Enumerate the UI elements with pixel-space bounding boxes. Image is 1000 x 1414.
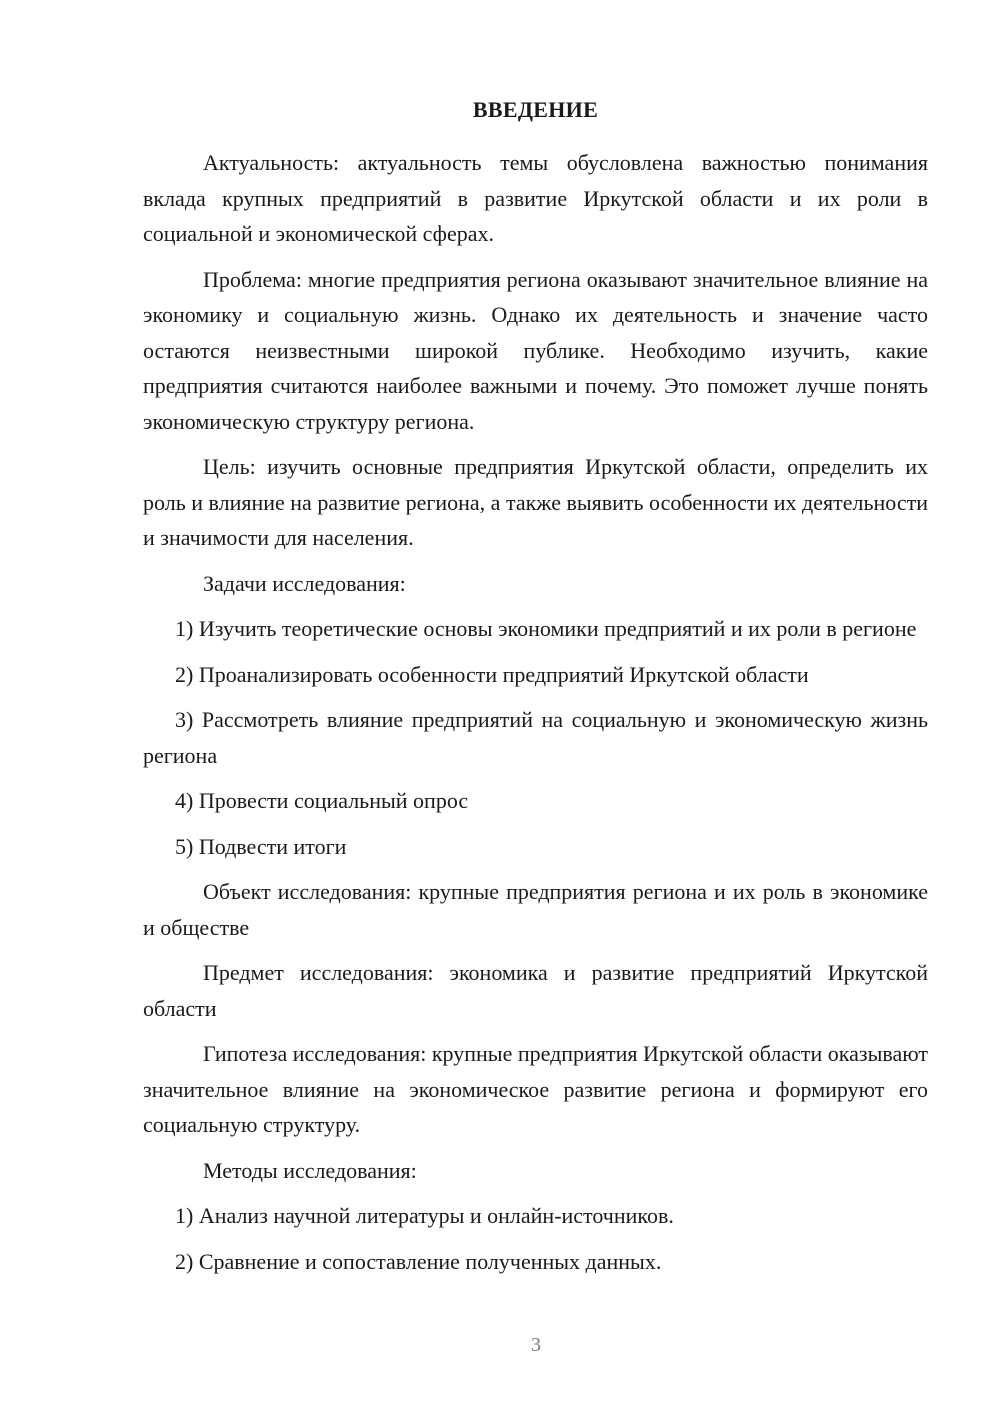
- methods-label: Методы исследования:: [203, 1157, 417, 1183]
- subject-paragraph: Предмет исследования: экономика и развитие предприятий Иркутской области: [143, 960, 928, 1021]
- goal-paragraph: Цель: изучить основные предприятия Иркутской области, определить их роль и влияние на развитие региона, а также выявить особенности их деятельности и значимости для населения.: [143, 454, 928, 550]
- tasks-label: Задачи исследования:: [203, 570, 406, 596]
- object-paragraph: Объект исследования: крупные предприятия региона и их роль в экономике и обществе: [143, 879, 928, 940]
- task-item: 1) Изучить теоретические основы экономики предприятий и их роли в регионе: [175, 616, 917, 641]
- document-title: ВВЕДЕНИЕ: [472, 97, 599, 122]
- task-item: 4) Провести социальный опрос: [175, 788, 469, 813]
- task-item: 2) Проанализировать особенности предприятий Иркутской области: [175, 661, 809, 687]
- problem-paragraph: Проблема: многие предприятия региона оказывают значительное влияние на экономику и социальную жизнь. Однако их деятельность и значение часто остаются неизвестными широкой публике. Необходимо изучить, какие предприятия считаются наиболее важными и почему. Это поможет лучше понять экономическую структуру региона.: [143, 266, 928, 434]
- hypothesis-paragraph: Гипотеза исследования: крупные предприятия Иркутской области оказывают значительное влияние на экономическое развитие региона и формируют его социальную структуру.: [143, 1041, 928, 1137]
- method-item: 1) Анализ научной литературы и онлайн-источников.: [175, 1203, 674, 1228]
- document-page: [143, 96, 928, 1289]
- page-number: 3: [531, 1334, 541, 1356]
- relevance-paragraph: Актуальность: актуальность темы обусловлена важностью понимания вклада крупных предприятий в развитие Иркутской области и их роли в социальной и экономической сферах.: [143, 150, 928, 246]
- task-item: 5) Подвести итоги: [175, 833, 347, 859]
- task-item: 3) Рассмотреть влияние предприятий на социальную и экономическую жизнь региона: [143, 707, 928, 768]
- method-item: 2) Сравнение и сопоставление полученных данных.: [175, 1248, 662, 1274]
